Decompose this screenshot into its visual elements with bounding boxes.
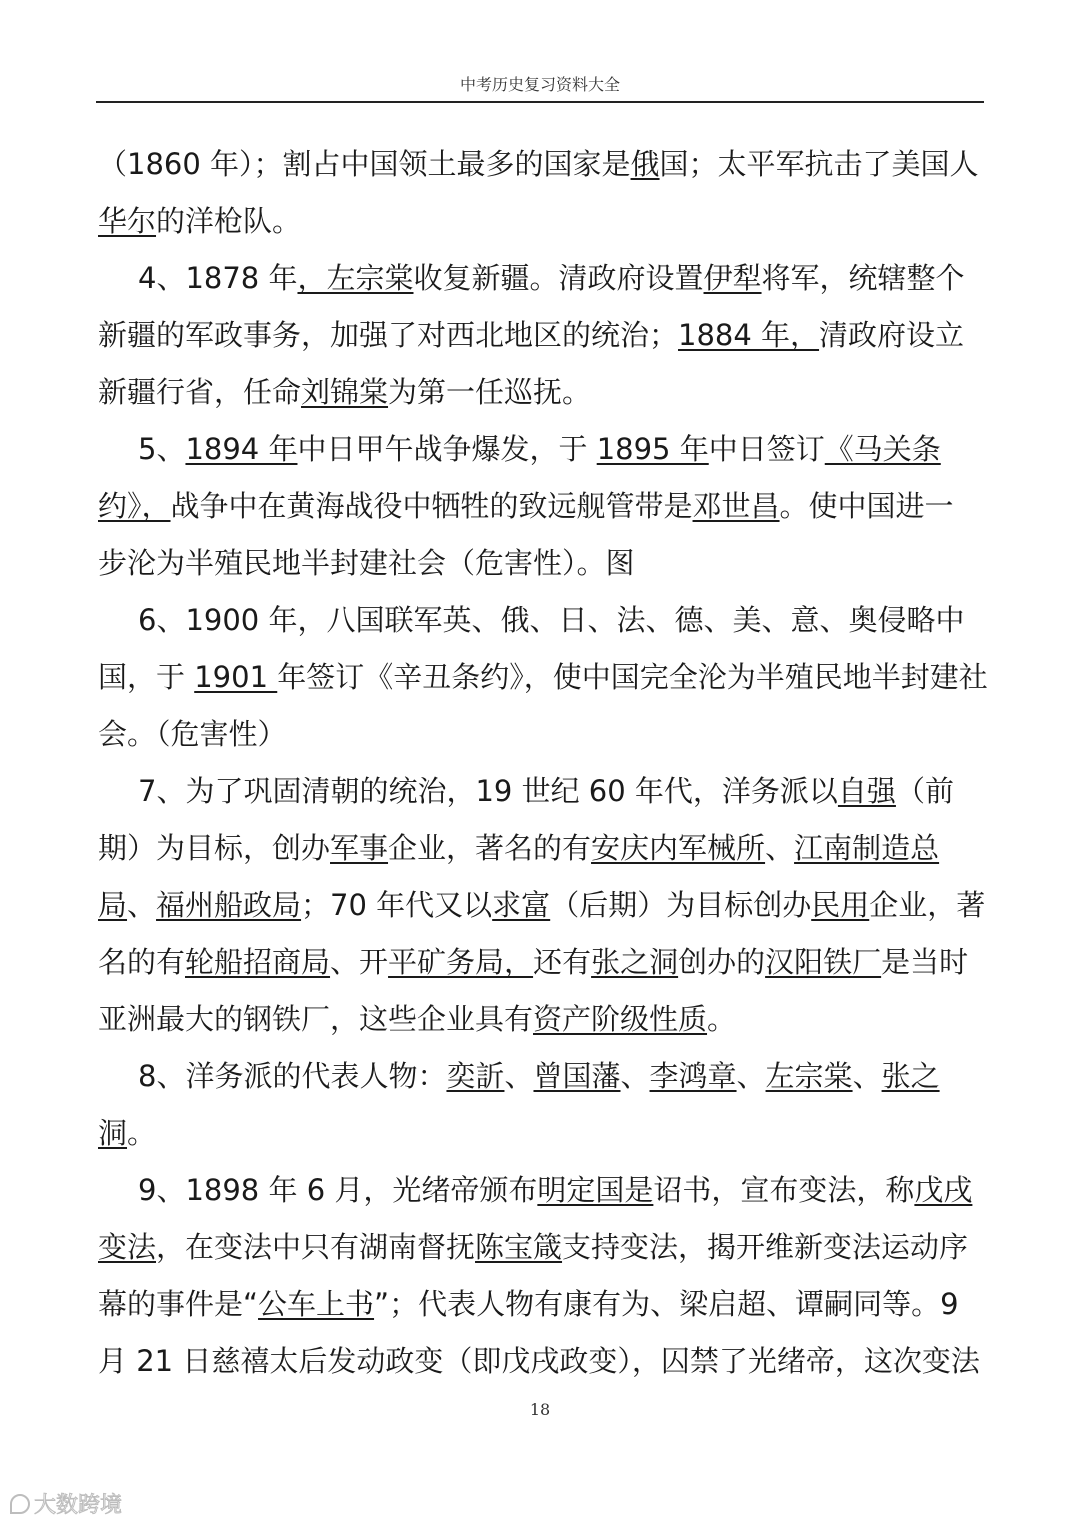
- text-line: [98, 649, 988, 706]
- chat-bubble-icon: [10, 1494, 30, 1514]
- underlined-term: 公车上书: [258, 1287, 375, 1321]
- underlined-term: 《马关条: [824, 432, 941, 466]
- underlined-term: 1895 年: [596, 432, 709, 466]
- text-run: 清政府设立: [819, 318, 965, 352]
- underlined-term: 1884 年，: [678, 318, 820, 352]
- text-run: 、: [127, 888, 157, 922]
- underlined-term: 自强: [837, 774, 896, 808]
- page-header: 中考历史复习资料大全: [96, 72, 984, 103]
- text-run: 4、1878 年: [138, 261, 298, 295]
- underlined-term: ，左宗棠: [297, 261, 414, 295]
- text-line: [98, 136, 984, 193]
- text-run: 。使中国进一: [779, 489, 954, 523]
- underlined-term: 李鸿章: [649, 1059, 737, 1093]
- text-run: 9、1898 年 6 月，光绪帝颁布: [138, 1173, 538, 1207]
- text-run: （前: [895, 774, 954, 808]
- text-line: [98, 478, 984, 535]
- underlined-term: 奕訢: [446, 1059, 505, 1093]
- text-line: [98, 1333, 984, 1390]
- underlined-term: 明定国是: [537, 1173, 654, 1207]
- underlined-term: 军事: [330, 831, 389, 865]
- text-run: 8、洋务派的代表人物：: [138, 1059, 447, 1093]
- text-run: 年签订《辛丑条约》，使中国完全沦为半殖民地半封建社: [277, 660, 988, 694]
- underlined-term: 民用: [811, 888, 870, 922]
- text-line: [98, 934, 984, 991]
- text-run: 5、: [138, 432, 186, 466]
- text-line: [98, 706, 984, 763]
- underlined-term: 邓世昌: [692, 489, 780, 523]
- text-line: [98, 820, 984, 877]
- text-run: 亚洲最大的钢铁厂，这些企业具有: [98, 1002, 534, 1036]
- text-run: 企业，著: [869, 888, 986, 922]
- underlined-term: 轮船招商局: [185, 945, 331, 979]
- text-run: ”；代表人物有康有为、梁启超、谭嗣同等。9: [374, 1287, 959, 1321]
- text-run: 诏书，宣布变法，称: [653, 1173, 915, 1207]
- underlined-term: 华尔: [98, 204, 157, 238]
- underlined-term: 俄: [630, 147, 660, 181]
- text-line: [98, 307, 984, 364]
- text-run: 新疆行省，任命: [98, 375, 302, 409]
- text-line: [98, 364, 984, 421]
- text-run: 企业，著名的有: [388, 831, 592, 865]
- text-line: [98, 1276, 984, 1333]
- text-run: 、开: [330, 945, 389, 979]
- underlined-term: 刘锦棠: [301, 375, 389, 409]
- text-run: （后期）为目标创办: [550, 888, 812, 922]
- underlined-term: 求富: [492, 888, 551, 922]
- text-line: [98, 535, 984, 592]
- document-body: [98, 136, 988, 1390]
- text-run: 将军，统辖整个: [761, 261, 965, 295]
- text-line: [98, 592, 984, 649]
- text-run: ，在变法中只有湖南督抚: [156, 1230, 476, 1264]
- text-run: 步沦为半殖民地半封建社会（危害性）。图: [98, 546, 635, 580]
- page-number: 18: [529, 1400, 551, 1419]
- underlined-term: 福州船政局: [156, 888, 302, 922]
- underlined-term: 汉阳铁厂: [765, 945, 882, 979]
- text-run: 、: [620, 1059, 650, 1093]
- text-run: 。: [127, 1116, 157, 1150]
- text-line: [98, 1048, 984, 1105]
- text-run: 为第一任巡抚。: [388, 375, 592, 409]
- text-run: 期）为目标，创办: [98, 831, 331, 865]
- text-run: 战争中在黄海战役中牺牲的致远舰管带是: [170, 489, 693, 523]
- text-run: 、: [852, 1059, 882, 1093]
- text-run: 收复新疆。清政府设置: [413, 261, 704, 295]
- text-line: [98, 763, 984, 820]
- text-run: 是当时: [881, 945, 969, 979]
- underlined-term: 1894 年: [185, 432, 298, 466]
- text-run: 、: [736, 1059, 766, 1093]
- underlined-term: 资产阶级性质: [533, 1002, 708, 1036]
- text-line: [98, 421, 984, 478]
- underlined-term: 戊戌: [914, 1173, 973, 1207]
- text-run: 6、1900 年，八国联军英、俄、日、法、德、美、意、奥侵略中: [138, 603, 965, 637]
- underlined-term: 江南制造总: [794, 831, 940, 865]
- text-line: [98, 877, 984, 934]
- underlined-term: 安庆内军械所: [591, 831, 766, 865]
- text-run: 新疆的军政事务，加强了对西北地区的统治；: [98, 318, 679, 352]
- text-line: [98, 1219, 984, 1276]
- text-run: 名的有: [98, 945, 186, 979]
- underlined-term: 张之: [881, 1059, 940, 1093]
- underlined-term: 1901: [194, 660, 278, 694]
- text-run: 幕的事件是“: [98, 1287, 259, 1321]
- watermark-text: 大数跨境: [34, 1493, 123, 1518]
- text-run: 还有: [533, 945, 592, 979]
- text-run: 国，于: [98, 660, 195, 694]
- underlined-term: 约》，: [98, 489, 171, 523]
- text-run: 中日甲午战争爆发，于: [297, 432, 597, 466]
- underlined-term: 陈宝箴: [475, 1230, 563, 1264]
- text-run: 创办的: [678, 945, 766, 979]
- underlined-term: 曾国藩: [533, 1059, 621, 1093]
- text-line: [98, 991, 984, 1048]
- text-line: [98, 193, 984, 250]
- underlined-term: 变法: [98, 1230, 157, 1264]
- underlined-term: 局: [98, 888, 128, 922]
- text-run: （1860 年）；割占中国领土最多的国家是: [98, 147, 631, 181]
- underlined-term: 张之洞: [591, 945, 679, 979]
- text-run: 中日签订: [708, 432, 825, 466]
- text-run: 支持变法，揭开维新变法运动序: [562, 1230, 969, 1264]
- text-run: 、: [504, 1059, 534, 1093]
- watermark: [10, 1488, 122, 1519]
- text-line: [98, 1105, 984, 1162]
- underlined-term: 伊犁: [703, 261, 762, 295]
- text-line: [98, 250, 984, 307]
- text-run: 国；太平军抗击了美国人: [659, 147, 979, 181]
- underlined-term: 平矿务局，: [388, 945, 534, 979]
- text-run: 。: [707, 1002, 737, 1036]
- text-run: ；70 年代又以: [301, 888, 493, 922]
- text-run: 的洋枪队。: [156, 204, 302, 238]
- text-run: 月 21 日慈禧太后发动政变（即戊戌政变），囚禁了光绪帝，这次变法: [98, 1344, 980, 1378]
- underlined-term: 洞: [98, 1116, 128, 1150]
- text-run: 会。（危害性）: [98, 717, 287, 751]
- text-line: [98, 1162, 984, 1219]
- text-run: 、: [765, 831, 795, 865]
- underlined-term: 左宗棠: [765, 1059, 853, 1093]
- text-run: 7、为了巩固清朝的统治，19 世纪 60 年代，洋务派以: [138, 774, 838, 808]
